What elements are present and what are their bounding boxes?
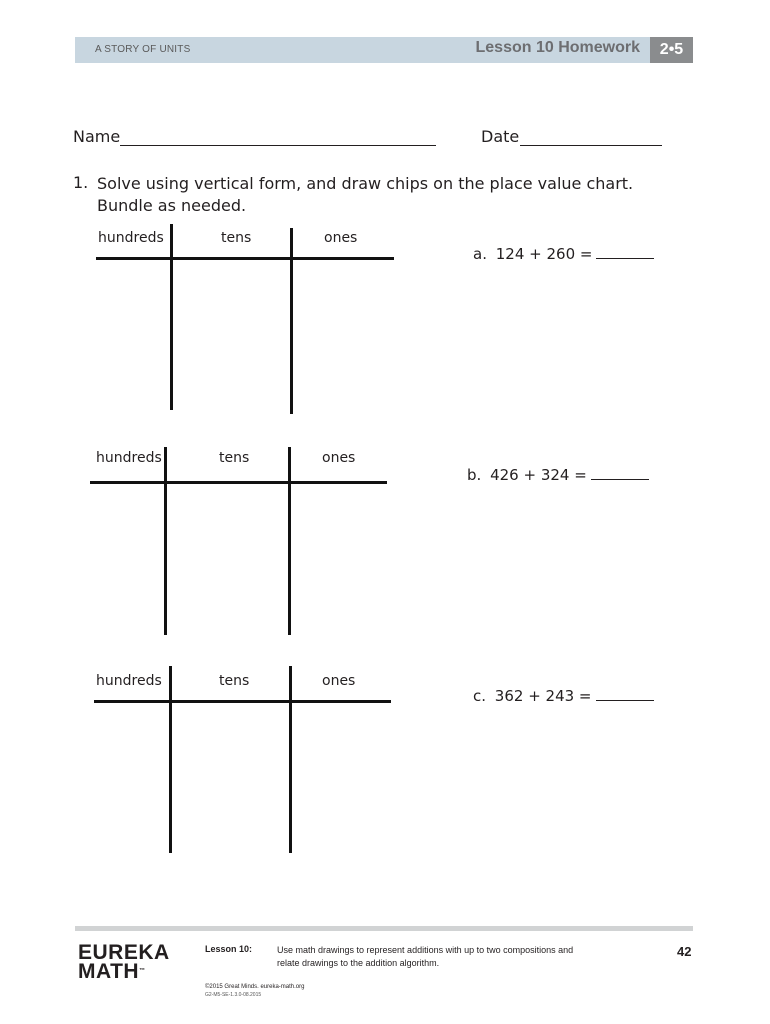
chart-divider-tens-ones [290, 228, 293, 414]
problem-b-letter: b. [467, 466, 482, 484]
logo-line-2: MATH [78, 960, 140, 983]
footer-lesson-description: Use math drawings to represent additions with up to two compositions and relate drawings to the addition algorithm. [277, 945, 574, 968]
copyright-notice: ©2015 Great Minds. eureka-math.org [205, 984, 305, 990]
column-header-hundreds: hundreds [96, 673, 162, 689]
problem-a-expression: 124 + 260 = [495, 245, 593, 263]
column-header-hundreds: hundreds [96, 450, 162, 466]
column-header-ones: ones [322, 450, 356, 466]
problem-c [473, 687, 654, 705]
chart-divider-hundreds-tens [170, 224, 173, 410]
problem-b-answer-blank[interactable] [591, 479, 649, 480]
story-of-units-label: A STORY OF UNITS [95, 44, 191, 55]
problem-a-answer-blank[interactable] [596, 258, 654, 259]
column-header-ones: ones [324, 230, 358, 246]
chart-divider-tens-ones [288, 447, 291, 635]
eureka-math-logo [78, 943, 170, 981]
problem-b-expression: 426 + 324 = [490, 466, 587, 484]
chart-horizontal-rule [96, 257, 394, 260]
column-header-tens: tens [219, 450, 250, 466]
lesson-title: Lesson 10 Homework [475, 39, 640, 56]
column-header-tens: tens [219, 673, 250, 689]
document-code: G2-M5-SE-1.3.0-08.2015 [205, 992, 262, 998]
problem-a-letter: a. [473, 245, 487, 263]
date-field[interactable] [520, 145, 662, 146]
grade-module-tag: 2•5 [650, 37, 693, 63]
page-number: 42 [677, 944, 692, 959]
problem-c-answer-blank[interactable] [596, 700, 654, 701]
footer-rule [75, 926, 693, 931]
question-number: 1. [73, 173, 89, 192]
footer-lesson-label: Lesson 10: [205, 944, 253, 954]
logo-trademark: ™ [139, 968, 146, 974]
column-header-ones: ones [322, 673, 356, 689]
problem-a [473, 245, 654, 263]
name-field[interactable] [120, 145, 436, 146]
problem-b [467, 466, 649, 484]
problem-c-letter: c. [473, 687, 487, 705]
date-label: Date [481, 127, 520, 146]
chart-divider-hundreds-tens [169, 666, 172, 853]
chart-horizontal-rule [94, 700, 391, 703]
chart-divider-hundreds-tens [164, 447, 167, 635]
chart-divider-tens-ones [289, 666, 292, 853]
column-header-tens: tens [221, 230, 252, 246]
chart-horizontal-rule [90, 481, 387, 484]
logo-line-1: EUREKA [78, 941, 170, 964]
problem-c-expression: 362 + 243 = [494, 687, 592, 705]
name-label: Name [73, 127, 121, 146]
column-header-hundreds: hundreds [98, 230, 164, 246]
question-text: Solve using vertical form, and draw chips on the place value chart. Bundle as needed. [97, 174, 634, 215]
